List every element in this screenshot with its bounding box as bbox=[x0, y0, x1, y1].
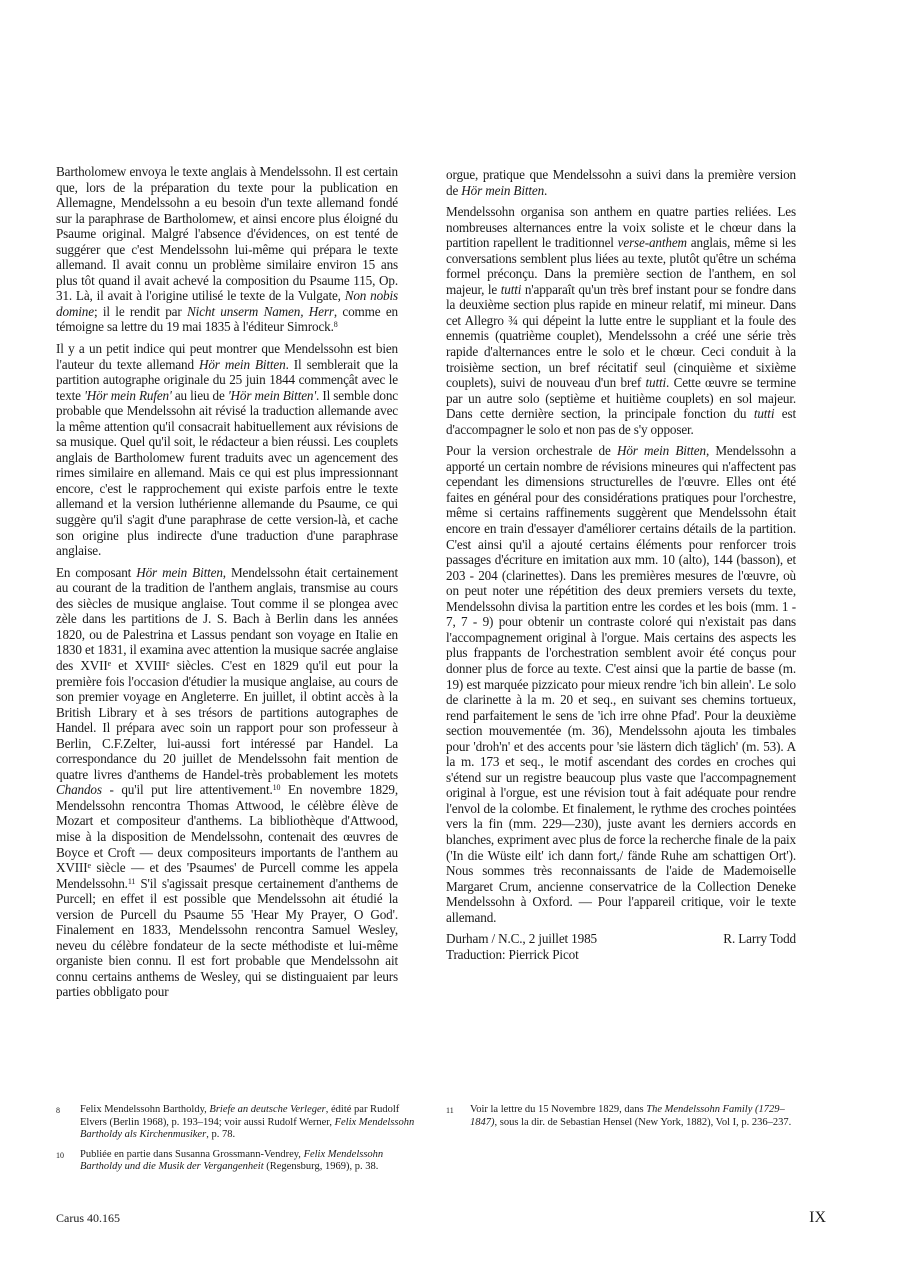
left-text-column bbox=[56, 164, 398, 1000]
page-number: IX bbox=[809, 1209, 826, 1226]
paragraph: orgue, pratique que Mendelssohn a suivi dans la première version de Hör mein Bitten. bbox=[446, 167, 796, 198]
paragraph: Pour la version orchestrale de Hör mein Bitten, Mendelssohn a apporté un certain nombre de révisions mineures qui n'affectent pas cependant les dimensions structurelles de l'œuvre. Elles ont été faites en général pour des considérations pratiques pour l'orchestre, même si certains raffinements suggèrent que Mendelssohn était encore en train d'essayer d'améliorer certains détails de la partition. C'est ainsi qu'il a ajouté certains éléments pour renforcer trois passages d'écriture en imitation aux mm. 10 (alto), 144 (basson), et 203 - 204 (clarinettes). Dans les premières mesures de l'œuvre, où on peut noter une répétition des deux premiers versets du texte, Mendelssohn divisa la partition entre les cordes et les bois (mm. 1 - 7, 7 - 9) pour obtenir un contraste coloré qui n'existait pas dans l'accompagnement original à l'orgue. Mais certains des aspects les plus frappants de l'orchestration semblent avoir été conçus pour donner plus de force au texte. C'est ainsi que la partie de basse (m. 19) est marquée pizzicato pour mieux rendre 'ich bin allein'. Le solo de clarinette à la m. 20 et seq., en suivant ses chemins tortueux, rend parfaitement le sens de 'ich irre ohne Pfad'. Pour la deuxième section mouvementée (m. 36), Mendelssohn ajouta les timbales pour 'droh'n' et des accents pour 'sie lästern dich täglich' (m. 53). A la m. 173 et seq., le motif ascendant des cordes en croches qui s'étend sur un registre beaucoup plus vaste que l'accompagnement original à l'orgue, est une révision tout à fait adéquate pour rendre l'envol de la colombe. Et finalement, le rythme des croches pointées vers la fin (mm. 229—230), juste avant les derniers accords en blanches, expriment avec plus de force la recherche finale de la paix ('In die Wüste eilt' ich dann fort,/ fände Ruhe am schattigen Ort'). Nous sommes très reconnaissants de l'aide de Mademoiselle Margaret Crum, ancienne conservatrice de la Collection Deneke Mendelssohn à Oxford. — Pour l'appareil critique, voir le texte allemand. bbox=[446, 443, 796, 925]
footnotes-right bbox=[446, 1104, 806, 1136]
footnote-number: 10 bbox=[56, 1150, 64, 1160]
footnote: 8 Felix Mendelssohn Bartholdy, Briefe an deutsche Verleger, édité par Rudolf Elvers (Berlin 1968), p. 193–194; voir aussi Rudolf Werner, Felix Mendelssohn Bartholdy als Kirchenmusiker, p. 78. bbox=[56, 1104, 415, 1141]
footnote: 11 Voir la lettre du 15 Novembre 1829, dans The Mendelssohn Family (1729–1847), sous la dir. de Sebastian Hensel (New York, 1882), Vol I, p. 236–237. bbox=[446, 1104, 792, 1128]
right-text-column bbox=[446, 167, 796, 962]
footnote-ref: 8 bbox=[333, 320, 338, 330]
translator-credit: Traduction: Pierrick Picot bbox=[446, 946, 579, 962]
paragraph: Il y a un petit indice qui peut montrer que Mendelssohn est bien l'auteur du texte allemand Hör mein Bitten. Il semblerait que la partition autographe originale du 25 juin 1844 commençât avec le texte 'Hör mein Rufen' au lieu de 'Hör mein Bitten'. Il semble donc probable que Mendelssohn ait révisé la traduction allemande avec la même attention qu'il consacrait habituellement aux révisions de sa musique. Quel qu'il soit, le rédacteur a bien réussi. Les couplets anglais de Bartholomew furent traduits avec un agencement des rimes similaire en allemand. Mais ce qui est plus impressionnant encore, c'est le rapprochement qui existe parfois entre le texte allemand et la version luthérienne allemande du Psaume, ce qui suggère qu'il s'agit d'une paraphrase de cette version-là, et cache son origine plus indirecte d'une traduction d'une paraphrase anglaise. bbox=[56, 341, 398, 559]
footnotes-left bbox=[56, 1104, 426, 1181]
footnote-ref: 10 bbox=[272, 783, 281, 793]
paragraph: En composant Hör mein Bitten, Mendelssohn était certainement au courant de la tradition de l'anthem anglais, transmise au cours des siècles de musique anglaise. Tout comme il se plongea avec zèle dans les partitions de J. S. Bach à Berlin dans les années 1820, ou de Palestrina et Lassus pendant son voyage en Italie en 1830 et 1831, il examina avec attention la musique sacrée anglaise des XVIIe et XVIIIe siècles. C'est en 1829 qu'il eut pour la première fois l'occasion d'étudier la musique anglaise, au cours de son premier voyage en Angleterre. En juillet, il obtint accès à la British Library et à ses trésors de partitions autographes de Handel. Il prépara avec soin un rapport pour son professeur à Berlin, C.F.Zelter, lui-aussi fort intéressé par Handel. La correspondance du 20 juillet de Mendelssohn fait mention de quatre livres d'anthems de Handel-très probablement les motets Chandos - qu'il put lire attentivement.$^{10}$ En novembre 1829, Mendelssohn rencontra Thomas Attwood, le célèbre élève de Mozart et compositeur d'anthems. La bibliothèque d'Attwood, mise à la disposition de Mendelssohn, contenait des œuvres de Boyce et Croft — deux compositeurs importants de l'anthem au XVIIIe siècle — et des 'Psaumes' de Purcell comme les appela Mendelssohn.$^{11}$ S'il s'agissait presque certainement d'anthems de Purcell; en effet il est possible que Mendelssohn ait étudié la version de Purcell du Psaume 55 'Hear My Prayer, O God'. Finalement en 1833, Mendelssohn rencontra Samuel Wesley, neveu du célèbre fondateur de la secte méthodiste et lui-même organiste bien connu. Il est fort probable que Mendelssohn ait connu certains anthems de Wesley, qui se distinguaient par leurs parties obbligato pour bbox=[56, 564, 398, 1000]
catalog-number: Carus 40.165 bbox=[56, 1211, 120, 1225]
place-date: Durham / N.C., 2 juillet 1985 bbox=[446, 931, 597, 947]
page-footer bbox=[56, 1209, 826, 1227]
author-name: R. Larry Todd bbox=[723, 931, 796, 947]
footnote-ref: 11 bbox=[127, 876, 136, 886]
footnote-number: 11 bbox=[446, 1106, 454, 1115]
footnote-number: 8 bbox=[56, 1106, 60, 1115]
paragraph: Bartholomew envoya le texte anglais à Mendelssohn. Il est certain que, lors de la préparation du texte pour la publication en Allemagne, Mendelssohn a eu besoin d'un texte allemand fondé sur la paraphrase de Bartholomew, et ainsi encore plus éloigné du Psaume original. Malgré l'absence d'évidences, on est tenté de suggérer que c'est Mendelssohn lui-même qui prépara le texte allemand. Il avait connu un problème similaire environ 15 ans plus tôt quand il avait achevé la composition du Psaume 115, Op. 31. Là, il avait à l'origine utilisé le texte de la Vulgate, Non nobis domine; il le rendit par Nicht unserm Namen, Herr, comme en témoigne sa lettre du 19 mai 1835 à l'éditeur Simrock.$^8$ bbox=[56, 164, 398, 335]
paragraph: Mendelssohn organisa son anthem en quatre parties reliées. Les nombreuses alternances entre la voix soliste et le chœur dans la partition rapellent le traditionnel verse-anthem anglais, même si les conversations semblent plus liées au texte, plutôt qu'être un schéma formel préconçu. Dans la première section de l'anthem, en sol majeur, le tutti n'apparaît qu'un très bref instant pour se fondre dans la deuxième section plus rapide en mineur relatif, mi mineur. Dans cet Allegro ¾ qui dépeint la lutte entre le suppliant et la foule des ennemis (quatrième couplet), Mendelssohn a créé une série très rapide d'alternances entre le solo et le chœur. Ceci conduit à la troisième section, un bref récitatif seul (cinquième et sixième couplets), suivi de nouveau d'un bref tutti. Cette œuvre se termine par un autre solo (septième et huitième couplets) en sol majeur. Dans cette dernière section, la principale fonction du tutti est d'accompagner le solo et non pas de s'y opposer. bbox=[446, 204, 797, 437]
signature-block bbox=[446, 931, 796, 962]
footnote: 10 Publiée en partie dans Susanna Grossmann-Vendrey, Felix Mendelssohn Bartholdy und die Musik der Vergangenheit (Regensburg, 1969), p. 38. bbox=[56, 1148, 384, 1173]
